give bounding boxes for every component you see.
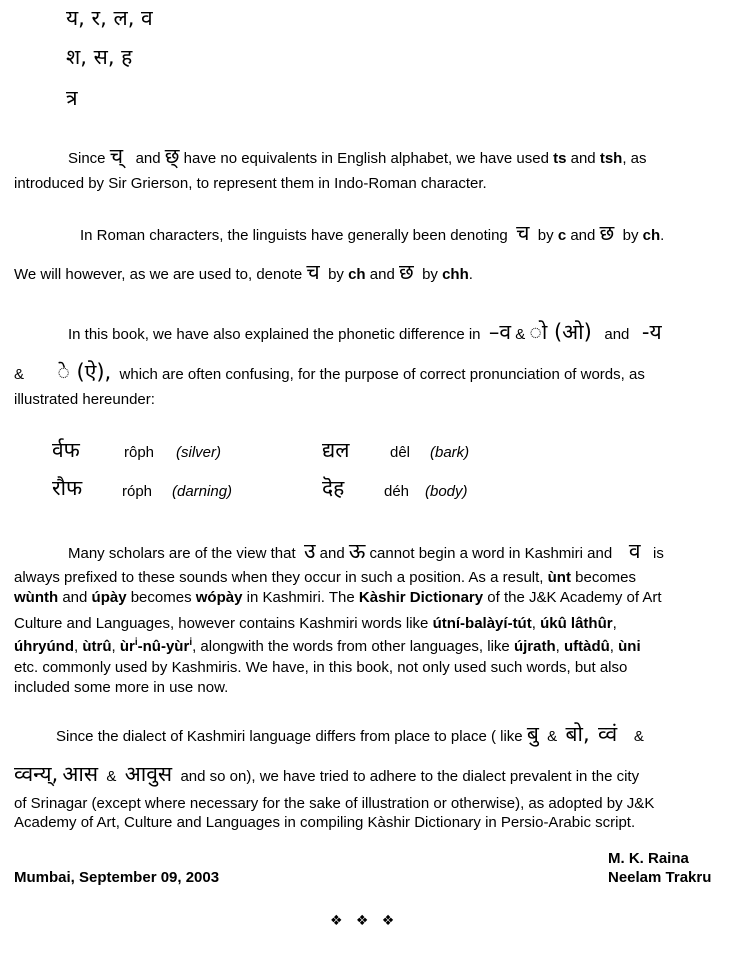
- example-item: र्वफ: [52, 438, 80, 462]
- para2-line1: In Roman characters, the linguists have generally been denoting च by c and छ by ch.: [80, 221, 665, 245]
- para5-line2: व्वन्य्, आस & आवुस and so on), we have tried to adhere to the dialect prevalent in the city: [14, 762, 640, 786]
- example-item: दॆह: [322, 476, 345, 500]
- example-gloss: (darning): [172, 483, 233, 500]
- para4-line6: etc. commonly used by Kashmiris. We have, in this book, not only used such words, but also: [14, 659, 628, 676]
- para2-line2: We will however, as we are used to, denote च by ch and छ by chh.: [14, 260, 473, 284]
- ornament-divider: ❖ ❖ ❖: [330, 913, 395, 929]
- letter-row-2: श, स, ह: [66, 45, 133, 69]
- example-roman: dêl: [390, 444, 411, 461]
- para4-line7: included some more in use now.: [14, 679, 229, 696]
- para3-line1: In this book, we have also explained the phonetic difference in –व & ो (ओ) and -य: [68, 320, 662, 344]
- para4-line4: Culture and Languages, however contains Kashmiri words like útní-balàyí-tút, úkû lâthûr,: [14, 615, 617, 632]
- para5-line4: Academy of Art, Culture and Languages in compiling Kàshir Dictionary in Persio-Arabic script.: [14, 814, 636, 831]
- example-roman: róph: [122, 483, 153, 500]
- para4-line5: úhryúnd, ùtrû, $ùr^i-nû-yùr^i$, alongwith the words from other languages, like újrath, uftàdû, ùni: [14, 637, 641, 655]
- example-gloss: (body): [425, 483, 468, 500]
- para4-line2: always prefixed to these sounds when they occur in such a position. As a result, ùnt becomes: [14, 569, 637, 586]
- devanagari-chha: छ्: [164, 144, 180, 168]
- para4-line1: Many scholars are of the view that उ and ऊ cannot begin a word in Kashmiri and व is: [68, 539, 664, 563]
- example-item: रौफ: [52, 476, 83, 500]
- example-item: द्यल: [322, 438, 350, 462]
- para5-line1: Since the dialect of Kashmiri language differs from place to place ( like बु & बो, व्वं &: [56, 722, 644, 746]
- example-roman: rôph: [124, 444, 155, 461]
- example-roman: déh: [384, 483, 410, 500]
- letter-row-3: त्र: [66, 86, 78, 110]
- devanagari-cha: च्: [109, 144, 124, 168]
- author-name-1: M. K. Raina: [608, 850, 689, 867]
- author-name-2: Neelam Trakru: [608, 869, 712, 886]
- para1-line1: Since च् and छ् have no equivalents in English alphabet, we have used ts and tsh, as: [68, 144, 647, 168]
- para1-line2: introduced by Sir Grierson, to represent them in Indo-Roman character.: [14, 175, 487, 192]
- example-gloss: (bark): [430, 444, 470, 461]
- para4-line3: wùnth and úpày becomes wópày in Kashmiri. The Kàshir Dictionary of the J&K Academy of Art: [14, 589, 662, 606]
- para3-line2: & े (ऐ), which are often confusing, for the purpose of correct pronunciation of words, as: [14, 360, 645, 384]
- example-gloss: (silver): [176, 444, 221, 461]
- para5-line3: of Srinagar (except where necessary for the sake of illustration or otherwise), as adopted by J&K: [14, 795, 655, 812]
- place-date: Mumbai, September 09, 2003: [14, 869, 220, 886]
- letter-row-1: य, र, ल, व: [66, 6, 153, 30]
- para3-line3: illustrated hereunder:: [14, 391, 155, 408]
